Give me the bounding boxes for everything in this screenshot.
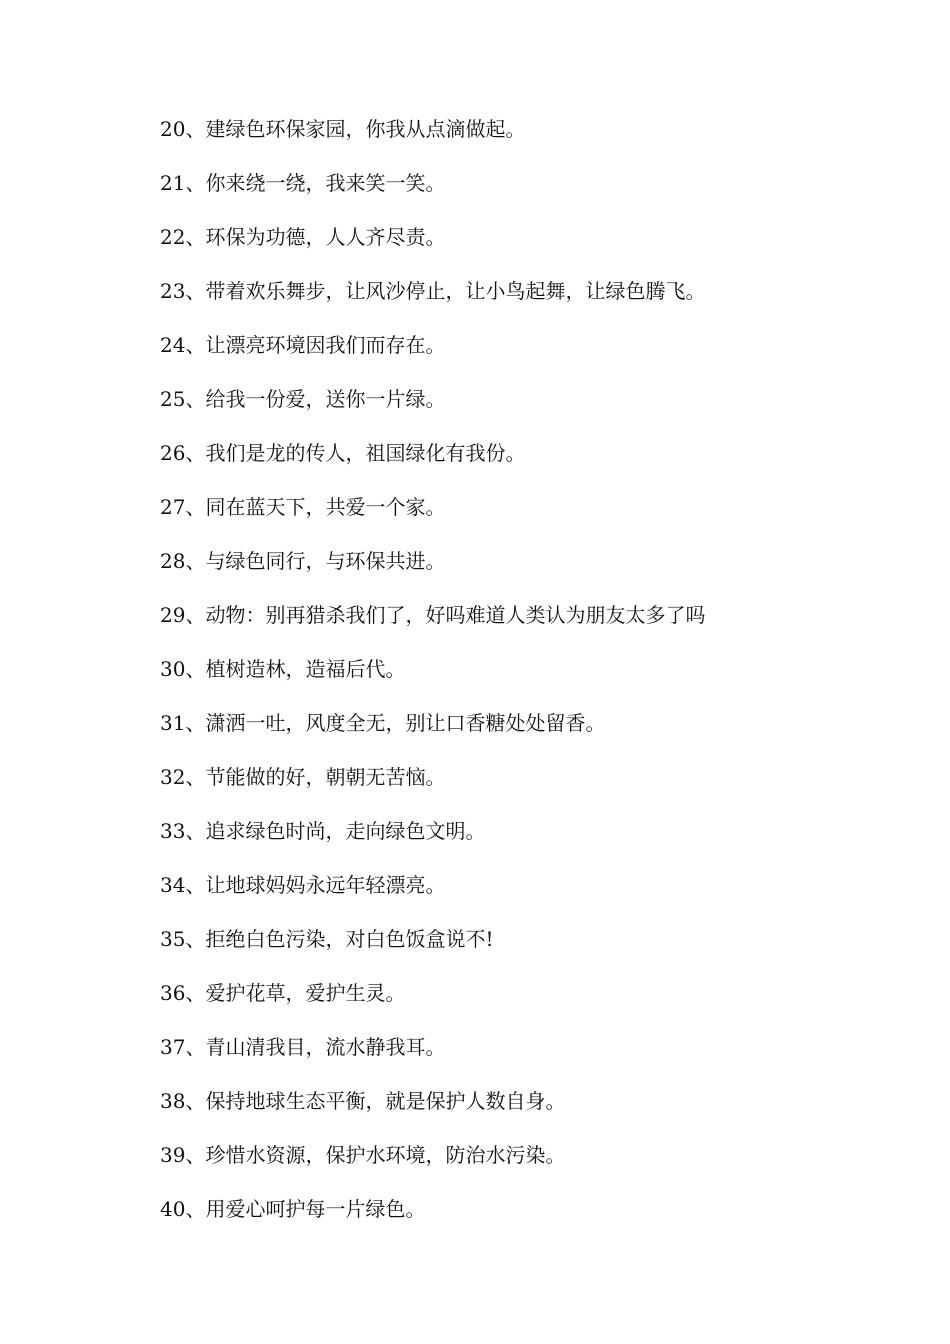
slogan-item-29: 29、动物：别再猎杀我们了，好吗难道人类认为朋友太多了吗 [160, 603, 706, 627]
slogan-item-30: 30、植树造林，造福后代。 [160, 657, 406, 681]
slogan-item-35: 35、拒绝白色污染，对白色饭盒说不! [160, 927, 494, 951]
slogan-item-21: 21、你来绕一绕，我来笑一笑。 [160, 171, 446, 195]
slogan-item-20: 20、建绿色环保家园，你我从点滴做起。 [160, 117, 526, 141]
slogan-item-34: 34、让地球妈妈永远年轻漂亮。 [160, 873, 446, 897]
slogan-item-38: 38、保持地球生态平衡，就是保护人数自身。 [160, 1089, 566, 1113]
slogan-item-27: 27、同在蓝天下，共爱一个家。 [160, 495, 446, 519]
slogan-item-40: 40、用爱心呵护每一片绿色。 [160, 1197, 426, 1221]
slogan-item-22: 22、环保为功德，人人齐尽责。 [160, 225, 446, 249]
slogan-item-31: 31、潇洒一吐，风度全无，别让口香糖处处留香。 [160, 711, 606, 735]
slogan-item-25: 25、给我一份爱，送你一片绿。 [160, 387, 446, 411]
slogan-item-32: 32、节能做的好，朝朝无苦恼。 [160, 765, 446, 789]
slogan-item-28: 28、与绿色同行，与环保共进。 [160, 549, 446, 573]
slogan-list [160, 114, 705, 1248]
slogan-item-33: 33、追求绿色时尚，走向绿色文明。 [160, 819, 486, 843]
slogan-item-26: 26、我们是龙的传人，祖国绿化有我份。 [160, 441, 526, 465]
slogan-item-39: 39、珍惜水资源，保护水环境，防治水污染。 [160, 1143, 566, 1167]
slogan-item-24: 24、让漂亮环境因我们而存在。 [160, 333, 446, 357]
slogan-item-36: 36、爱护花草，爱护生灵。 [160, 981, 406, 1005]
slogan-item-23: 23、带着欢乐舞步，让风沙停止，让小鸟起舞，让绿色腾飞。 [160, 279, 706, 303]
slogan-item-37: 37、青山清我目，流水静我耳。 [160, 1035, 446, 1059]
